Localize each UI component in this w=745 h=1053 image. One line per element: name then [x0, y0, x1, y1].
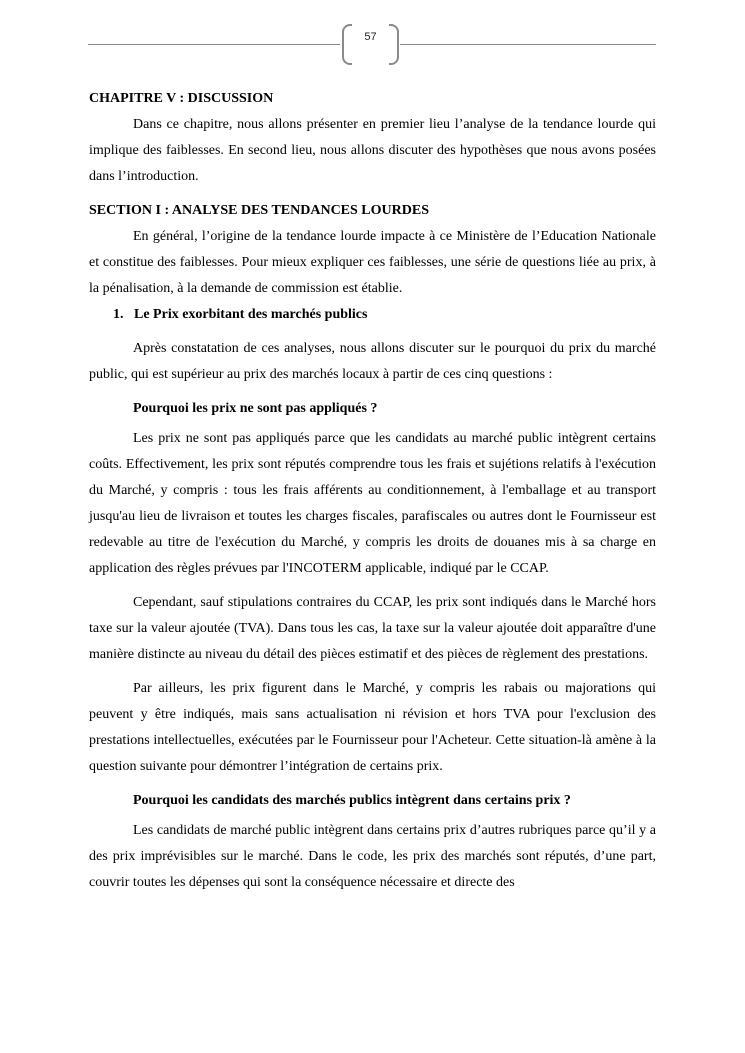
question1-paragraph-a: Les prix ne sont pas appliqués parce que les candidats au marché public intègrent certains coûts. Effectivement, les prix sont réputés comprendre tous les frais et sujétions relatifs à l'exécution du Marché, y compris : tous les frais afférents au conditionnement, à l'emballage et au transport jusqu'au lieu de livraison et toutes les charges fiscales, parafiscales ou autres dont le Fournisseur est redevable au titre de l'exécution du Marché, y compris les droits de douanes mis à sa charge en application des règles prévues par l'INCOTERM applicable, indiqué par le CCAP. [89, 431, 656, 576]
paragraph-after-list: Après constatation de ces analyses, nous allons discuter sur le pourquoi du prix du marché public, qui est supérieur au prix des marchés locaux à partir de ces cinq questions : [89, 341, 656, 382]
question1-paragraph-c: Par ailleurs, les prix figurent dans le Marché, y compris les rabais ou majorations qui peuvent y être indiqués, mais sans actualisation ni révision et hors TVA pour l'exclusion des prestations intellectuelles, exécutées par le Fournisseur pour l'Acheteur. Cette situation-là amène à la question suivante pour démontrer l’intégration de certains prix. [89, 681, 656, 774]
document-body [89, 86, 656, 896]
section-title: SECTION I : ANALYSE DES TENDANCES LOURDES [89, 203, 429, 218]
page-number-bracket-left [342, 24, 352, 65]
chapter-title: CHAPITRE V : DISCUSSION [89, 91, 274, 106]
list-number: 1. [113, 307, 124, 322]
question2-paragraph-a: Les candidats de marché public intègrent dans certains prix d’autres rubriques parce qu’il y a des prix imprévisibles sur le marché. Dans le code, les prix des marchés sont réputés, d’une part, couvrir toutes les dépenses qui sont la conséquence nécessaire et directe des [89, 823, 656, 890]
header-rule-right [400, 44, 656, 45]
chapter-intro-paragraph: Dans ce chapitre, nous allons présenter en premier lieu l’analyse de la tendance lourde qui implique des faiblesses. En second lieu, nous allons discuter des hypothèses que nous avons posées dans l’introduction. [89, 117, 656, 184]
header-rule-left [88, 44, 340, 45]
question-heading-1: Pourquoi les prix ne sont pas appliqués ? [133, 401, 378, 416]
section-intro-paragraph: En général, l’origine de la tendance lourde impacte à ce Ministère de l’Education Nationale et constitue des faiblesses. Pour mieux expliquer ces faiblesses, une série de questions liée au prix, à la pénalisation, à la demande de commission est établie. [89, 229, 656, 296]
list-title: Le Prix exorbitant des marchés publics [134, 307, 368, 322]
page-number: 57 [364, 31, 377, 43]
question-heading-2: Pourquoi les candidats des marchés publics intègrent dans certains prix ? [133, 793, 571, 808]
question1-paragraph-b: Cependant, sauf stipulations contraires du CCAP, les prix sont indiqués dans le Marché hors taxe sur la valeur ajoutée (TVA). Dans tous les cas, la taxe sur la valeur ajoutée doit apparaître d'une manière distincte au niveau du détail des pièces estimatif et des pièces de règlement des prestations. [89, 595, 656, 662]
numbered-heading [89, 302, 656, 328]
page-number-bracket-right [389, 24, 399, 65]
